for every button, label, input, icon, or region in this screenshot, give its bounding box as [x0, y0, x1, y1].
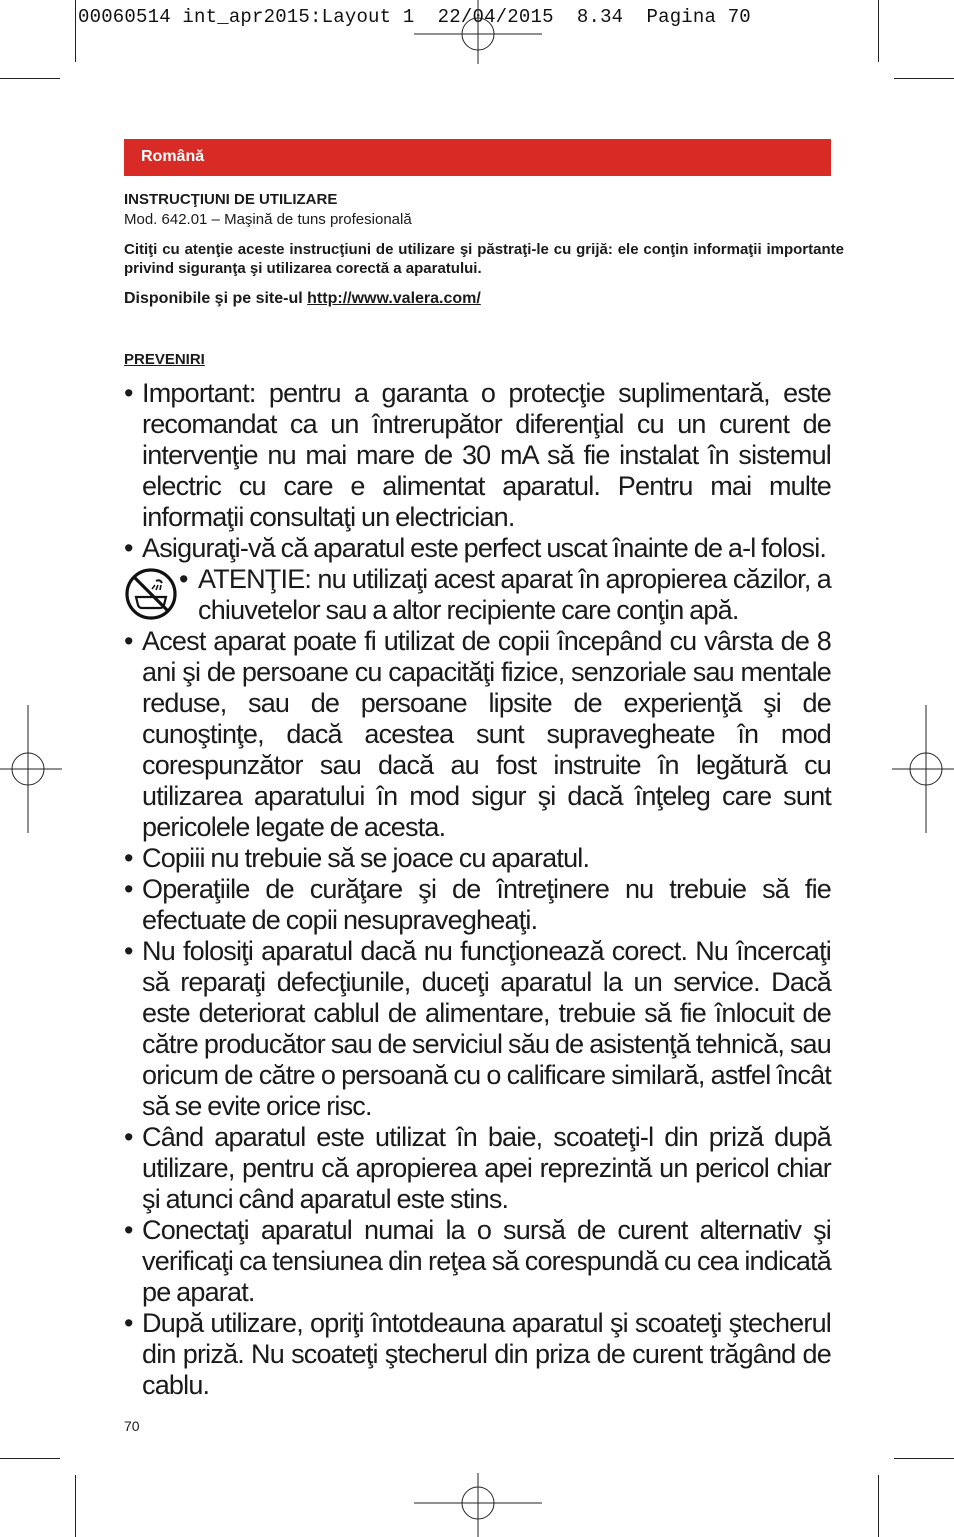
section-title: PREVENIRI: [124, 351, 205, 368]
crop-mark-bottom-right-horizontal: [894, 1458, 954, 1459]
registration-mark-bottom-icon: [414, 1473, 542, 1537]
attention-text: ATENŢIE: nu utilizaţi acest aparat în apropierea căzilor, a chiuvetelor sau a altor recipiente care conţin apă.: [198, 564, 831, 625]
crop-mark-top-left-horizontal: [0, 78, 60, 79]
model-line: Mod. 642.01 – Maşină de tuns profesională: [124, 211, 412, 228]
registration-mark-right-icon: [892, 705, 954, 833]
print-slug: 00060514 int_apr2015:Layout 1 22/04/2015 8.34 Pagina 70: [78, 6, 751, 28]
website-label: Disponibile şi pe site-ul: [124, 290, 303, 307]
page-number: 70: [124, 1418, 140, 1434]
language-tab: [124, 139, 831, 176]
warning-item: • Asiguraţi-vă că aparatul este perfect uscat înainte de a-l folosi.: [124, 533, 831, 564]
crop-mark-top-right-vertical: [878, 0, 879, 62]
crop-mark-bottom-left-vertical: [75, 1475, 76, 1537]
warning-item: • Conectaţi aparatul numai la o sursă de curent alternativ şi verificaţi ca tensiunea din reţea să corespundă cu cea indicată pe aparat.: [124, 1215, 831, 1308]
warning-item: • După utilizare, opriţi întotdeauna aparatul şi scoateţi ştecherul din priză. Nu scoateţi ştecherul din priza de curent trăgând de cablu.: [124, 1308, 831, 1401]
crop-mark-top-left-vertical: [75, 0, 76, 62]
crop-mark-bottom-left-horizontal: [0, 1458, 60, 1459]
language-label: Română: [141, 148, 205, 165]
crop-mark-bottom-right-vertical: [878, 1475, 879, 1537]
warnings-list: [124, 378, 831, 1401]
no-bathtub-icon: [124, 567, 178, 621]
warning-item: • Operaţiile de curăţare şi de întreţinere nu trebuie să fie efectuate de copii nesupravegheaţi.: [124, 874, 831, 936]
warning-item-attention: [124, 564, 831, 626]
registration-mark-left-icon: [0, 705, 62, 833]
warning-item: • Nu folosiţi aparatul dacă nu funcţionează corect. Nu încercaţi să reparaţi defecţiunile, duceţi aparatul la un service. Dacă este deteriorat cablul de alimentare, trebuie să fie înlocuit de către producător sau de serviciul său de asistenţă tehnică, sau oricum de către o persoană cu o calificare similară, astfel încât să se evite orice risc.: [124, 936, 831, 1122]
website-link[interactable]: http://www.valera.com/: [307, 290, 481, 307]
website-line: [124, 290, 481, 308]
warning-item: • Copiii nu trebuie să se joace cu aparatul.: [124, 843, 831, 874]
warning-item: • Când aparatul este utilizat în baie, scoateţi-l din priză după utilizare, pentru că apropierea apei reprezintă un pericol chiar şi atunci când aparatul este stins.: [124, 1122, 831, 1215]
warning-item: • Important: pentru a garanta o protecţie suplimentară, este recomandat ca un întrerupător diferenţial cu un curent de intervenţie nu mai mare de 30 mA să fie instalat în sistemul electric cu care e alimentat aparatul. Pentru mai multe informaţii consultaţi un electrician.: [124, 378, 831, 533]
crop-mark-top-right-horizontal: [894, 78, 954, 79]
registration-mark-top-icon: [414, 0, 542, 64]
warning-item: • Acest aparat poate fi utilizat de copii începând cu vârsta de 8 ani şi de persoane cu capacităţi fizice, senzoriale sau mentale reduse, sau de persoane lipsite de experienţă şi de cunoştinţe, dacă acestea sunt supravegheate în mod corespunzător sau dacă au fost instruite în legătură cu utilizarea aparatului în mod sigur şi dacă înţeleg care sunt pericolele legate de acesta.: [124, 626, 831, 843]
document-title: INSTRUCŢIUNI DE UTILIZARE: [124, 191, 338, 208]
intro-paragraph: Citiţi cu atenţie aceste instrucţiuni de utilizare şi păstraţi-le cu grijă: ele conţin informaţii importante privind siguranţa şi utilizarea corectă a aparatului.: [124, 241, 844, 277]
